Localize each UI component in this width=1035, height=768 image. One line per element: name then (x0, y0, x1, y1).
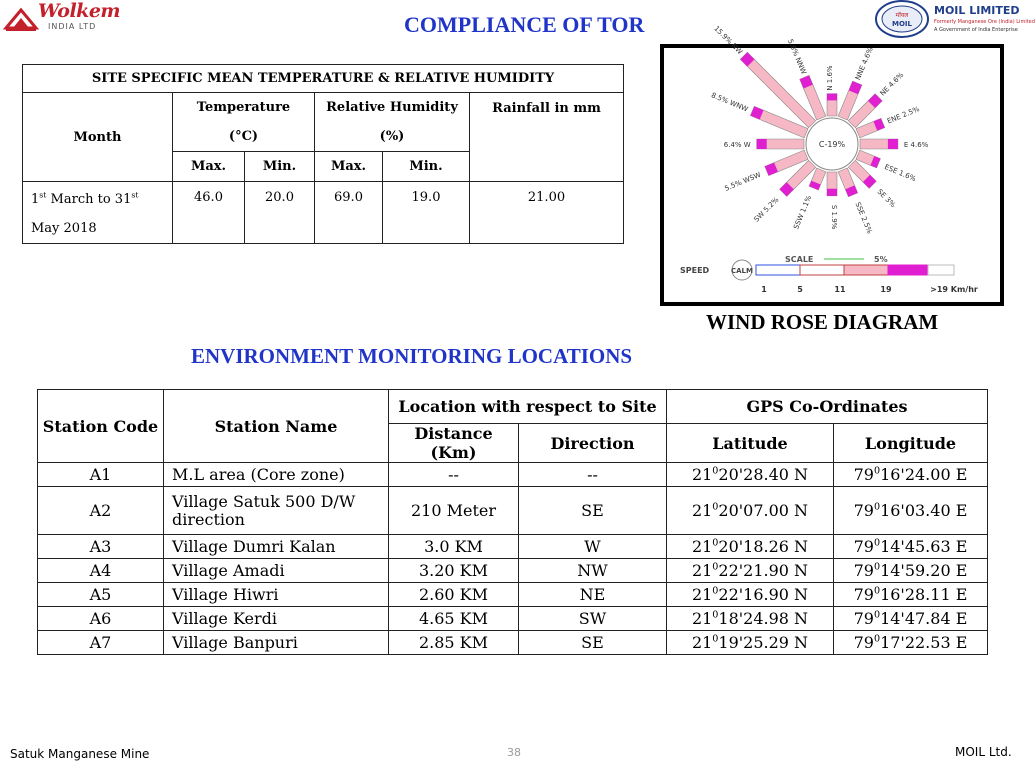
wolkem-emblem-icon (4, 4, 38, 34)
page-title: COMPLIANCE OF TOR (404, 12, 645, 37)
rainfall-value: 21.00 (470, 182, 624, 244)
rose-label-s: S 1.9% (830, 204, 838, 230)
climate-table (22, 64, 624, 244)
station-name: Village Hiwri (164, 583, 389, 607)
gps-header: GPS Co-Ordinates (667, 390, 988, 424)
temp-min-header: Min. (245, 152, 315, 182)
rose-label-ssw: SSW 1.1% (792, 194, 814, 231)
station-longitude: $79^014'59.20$ E (834, 559, 988, 583)
station-latitude: $21^019'25.29$ N (667, 631, 834, 655)
speed-tick: >19 Km/hr (930, 285, 978, 294)
rose-petal-tip-w (757, 139, 767, 149)
station-row (38, 463, 988, 487)
svg-text:MOIL: MOIL (892, 20, 912, 28)
station-row (38, 487, 988, 535)
rose-label-n: N 1.6% (826, 65, 834, 91)
rose-petal-tip-s (827, 189, 837, 196)
station-longitude: $79^016'28.11$ E (834, 583, 988, 607)
station-distance: 210 Meter (389, 487, 519, 535)
station-direction: SE (519, 487, 667, 535)
station-row (38, 535, 988, 559)
rose-label-ese: ESE 1.6% (883, 163, 918, 184)
rh-min-header: Min. (383, 152, 470, 182)
temp-max-header: Max. (173, 152, 245, 182)
rose-petal-tip-e (888, 139, 898, 149)
month-cell: 1st March to 31st May 2018 (23, 182, 173, 244)
speed-tick: 19 (880, 285, 892, 294)
month-header: Month (23, 93, 173, 182)
station-longitude: $79^014'47.84$ E (834, 607, 988, 631)
station-distance: -- (389, 463, 519, 487)
station-row (38, 631, 988, 655)
speed-segment-3 (888, 265, 928, 275)
station-name: Village Satuk 500 D/W direction (164, 487, 389, 535)
wolkem-logo-sub: INDIA LTD (48, 22, 97, 31)
rose-label-ne: NE 4.6% (878, 70, 906, 98)
rose-label-nnw: 5.8% NNW (785, 37, 808, 76)
speed-tick: 11 (834, 285, 846, 294)
moil-logo (874, 0, 1035, 40)
latitude-header: Latitude (667, 424, 834, 463)
station-name: M.L area (Core zone) (164, 463, 389, 487)
station-code-header: Station Code (38, 390, 164, 463)
rose-label-w: 6.4% W (723, 141, 751, 149)
rose-label-wnw: 8.5% WNW (709, 91, 750, 114)
calm-label: CALM (731, 267, 753, 275)
station-longitude: $79^017'22.53$ E (834, 631, 988, 655)
footer-company: MOIL Ltd. (955, 745, 1012, 759)
speed-segment-1 (800, 265, 844, 275)
wolkem-logo-name: Wolkem (38, 0, 121, 22)
station-code: A3 (38, 535, 164, 559)
wolkem-logo (4, 0, 121, 36)
speed-tick: 1 (761, 285, 767, 294)
rh-max-header: Max. (315, 152, 383, 182)
station-row (38, 559, 988, 583)
rose-label-wsw: 5.5% WSW (723, 170, 762, 193)
page-number: 38 (507, 746, 521, 759)
station-longitude: $79^016'03.40$ E (834, 487, 988, 535)
station-name-header: Station Name (164, 390, 389, 463)
temperature-header: Temperature (°C) (173, 93, 315, 152)
station-name: Village Kerdi (164, 607, 389, 631)
station-direction: -- (519, 463, 667, 487)
footer-mine-name: Satuk Manganese Mine (10, 747, 150, 761)
station-row (38, 583, 988, 607)
station-distance: 4.65 KM (389, 607, 519, 631)
rose-center-label: C-19% (818, 140, 846, 149)
rose-label-sw: SW 5.2% (752, 195, 781, 224)
station-direction: NE (519, 583, 667, 607)
speed-tick: 5 (797, 285, 803, 294)
station-distance: 3.0 KM (389, 535, 519, 559)
station-latitude: $21^020'18.26$ N (667, 535, 834, 559)
speed-segment-0 (756, 265, 800, 275)
station-code: A7 (38, 631, 164, 655)
station-distance: 2.85 KM (389, 631, 519, 655)
temp-max-value: 46.0 (173, 182, 245, 244)
speed-label: SPEED (680, 266, 710, 275)
speed-segment-2 (844, 265, 888, 275)
station-distance: 2.60 KM (389, 583, 519, 607)
moil-logo-sub1: Formerly Manganese Ore (India) Limited (934, 19, 1035, 25)
station-name: Village Amadi (164, 559, 389, 583)
direction-header: Direction (519, 424, 667, 463)
station-code: A2 (38, 487, 164, 535)
moil-emblem-icon (874, 0, 930, 38)
station-direction: SW (519, 607, 667, 631)
humidity-header: Relative Humidity (%) (315, 93, 470, 152)
station-latitude: $21^018'24.98$ N (667, 607, 834, 631)
scale-label: SCALE (785, 255, 814, 264)
rh-max-value: 69.0 (315, 182, 383, 244)
moil-logo-sub2: A Government of India Enterprise (934, 27, 1018, 33)
station-name: Village Banpuri (164, 631, 389, 655)
rainfall-header: Rainfall in mm (470, 93, 624, 182)
rh-min-value: 19.0 (383, 182, 470, 244)
distance-header: Distance (Km) (389, 424, 519, 463)
wind-rose-caption: WIND ROSE DIAGRAM (706, 310, 939, 334)
station-direction: NW (519, 559, 667, 583)
section-title: ENVIRONMENT MONITORING LOCATIONS (191, 344, 633, 368)
stations-table (37, 389, 988, 655)
station-distance: 3.20 KM (389, 559, 519, 583)
rose-label-se: SE 3% (875, 187, 897, 210)
rose-label-ene: ENE 2.5% (886, 105, 921, 126)
station-longitude: $79^016'24.00$ E (834, 463, 988, 487)
station-latitude: $21^022'16.90$ N (667, 583, 834, 607)
station-row (38, 607, 988, 631)
station-name: Village Dumri Kalan (164, 535, 389, 559)
station-direction: SE (519, 631, 667, 655)
rose-petal-tip-n (827, 94, 837, 101)
rose-label-nne: NNE 4.6% (853, 46, 875, 82)
climate-table-title: SITE SPECIFIC MEAN TEMPERATURE & RELATIVE HUMIDITY (23, 65, 624, 93)
station-code: A4 (38, 559, 164, 583)
station-direction: W (519, 535, 667, 559)
location-header: Location with respect to Site (389, 390, 667, 424)
station-code: A5 (38, 583, 164, 607)
speed-segment-4 (928, 265, 954, 275)
rose-label-e: E 4.6% (903, 141, 929, 149)
station-code: A1 (38, 463, 164, 487)
station-latitude: $21^020'28.40$ N (667, 463, 834, 487)
station-code: A6 (38, 607, 164, 631)
svg-text:मॉयल: मॉयल (895, 12, 909, 19)
moil-logo-name: MOIL LIMITED (934, 4, 1020, 17)
scale-value: 5% (874, 255, 888, 264)
station-latitude: $21^020'07.00$ N (667, 487, 834, 535)
rose-label-nw: 15.9% NW (712, 24, 744, 57)
station-longitude: $79^014'45.63$ E (834, 535, 988, 559)
station-latitude: $21^022'21.90$ N (667, 559, 834, 583)
temp-min-value: 20.0 (245, 182, 315, 244)
rose-label-sse: SSE 2.5% (853, 201, 874, 235)
longitude-header: Longitude (834, 424, 988, 463)
